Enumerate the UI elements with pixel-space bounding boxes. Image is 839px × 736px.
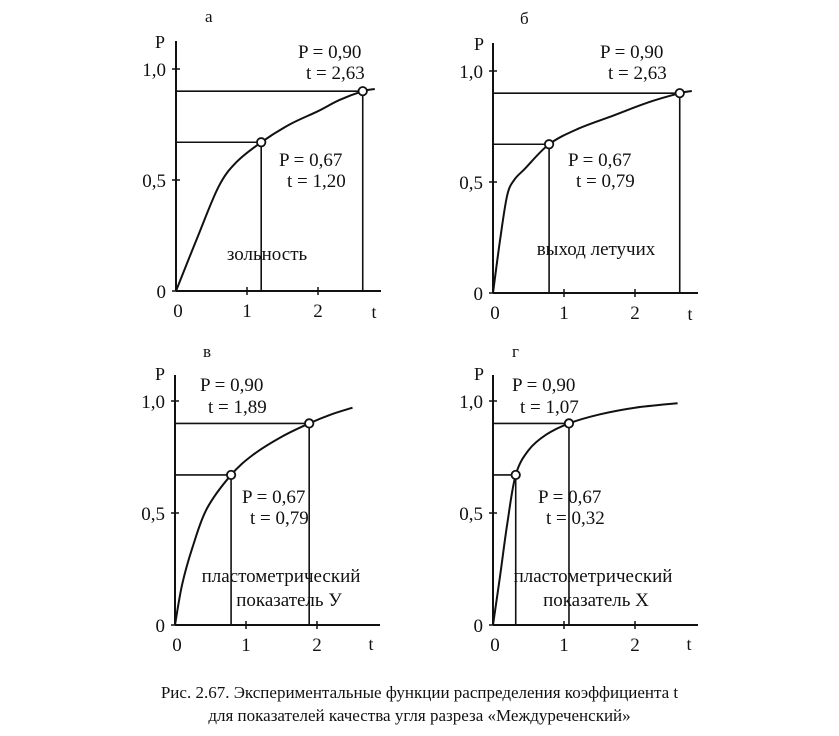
chart-panel-3: [141, 342, 380, 656]
x-tick-label: 0: [172, 635, 182, 656]
point-label-t: t = 1,07: [520, 397, 579, 418]
y-tick-label: 0,5: [141, 504, 165, 525]
x-tick-label: 1: [559, 635, 569, 656]
point-label-t: t = 0,79: [576, 171, 635, 192]
panel-label: в: [203, 342, 212, 361]
x-tick-label: 2: [630, 635, 640, 656]
y-tick-label: 0: [155, 616, 165, 637]
y-tick-label: 0: [156, 282, 166, 303]
point-label-t: t = 2,63: [306, 63, 365, 84]
x-tick-label: 2: [313, 301, 323, 322]
x-axis-label: t: [687, 304, 693, 324]
x-axis-label: t: [368, 634, 374, 654]
panel-label: б: [520, 9, 529, 28]
y-tick-label: 1,0: [459, 62, 483, 83]
point-label-t: t = 0,79: [250, 508, 309, 529]
point-label-P: P = 0,90: [512, 375, 576, 396]
point-label-P: P = 0,90: [600, 42, 664, 63]
y-tick-label: 0,5: [142, 171, 166, 192]
x-tick-label: 1: [242, 301, 252, 322]
y-tick-label: 1,0: [141, 392, 165, 413]
x-tick-label: 1: [241, 635, 251, 656]
x-tick-label: 0: [173, 301, 183, 322]
x-tick-label: 0: [490, 635, 500, 656]
x-tick-label: 2: [630, 303, 640, 324]
point-label-P: P = 0,67: [538, 487, 602, 508]
y-axis-label: P: [155, 364, 166, 384]
data-point-marker: [545, 140, 553, 148]
panel-label: г: [512, 342, 519, 361]
data-point-marker: [676, 89, 684, 97]
data-point-marker: [359, 87, 367, 95]
y-tick-label: 0: [473, 616, 483, 637]
point-label-t: t = 2,63: [608, 63, 667, 84]
point-label-t: t = 0,32: [546, 508, 605, 529]
y-tick-label: 0,5: [459, 173, 483, 194]
curve-annotation: зольность: [226, 244, 308, 265]
curve-annotation: показатель Х: [543, 590, 649, 611]
point-label-t: t = 1,89: [208, 397, 267, 418]
curve-annotation: пластометрический: [513, 566, 673, 587]
point-label-t: t = 1,20: [287, 171, 346, 192]
y-axis-label: P: [474, 364, 485, 384]
curve-annotation: показатель У: [236, 590, 342, 611]
y-tick-label: 1,0: [459, 392, 483, 413]
y-tick-label: 0,5: [459, 504, 483, 525]
chart-panel-4: [459, 342, 698, 656]
curve-annotation: выход летучих: [536, 239, 656, 260]
point-label-P: P = 0,67: [279, 150, 343, 171]
chart-panel-1: [142, 7, 381, 322]
y-axis-label: P: [474, 34, 485, 54]
y-tick-label: 0: [473, 284, 483, 305]
point-label-P: P = 0,67: [568, 150, 632, 171]
point-label-P: P = 0,67: [242, 487, 306, 508]
x-axis-label: t: [371, 302, 377, 322]
x-tick-label: 2: [312, 635, 322, 656]
data-point-marker: [257, 138, 265, 146]
y-axis-label: P: [155, 32, 166, 52]
x-tick-label: 0: [490, 303, 500, 324]
point-label-P: P = 0,90: [200, 375, 264, 396]
x-tick-label: 1: [559, 303, 569, 324]
chart-panel-2: [459, 9, 698, 324]
figure-caption-line-2: для показателей качества угля разреза «Междуреченский»: [208, 706, 631, 725]
y-tick-label: 1,0: [142, 60, 166, 81]
data-point-marker: [227, 471, 235, 479]
data-point-marker: [512, 471, 520, 479]
x-axis-label: t: [686, 634, 692, 654]
data-point-marker: [565, 419, 573, 427]
figure-caption-line-1: Рис. 2.67. Экспериментальные функции распределения коэффициента t: [160, 683, 679, 702]
curve-annotation: пластометрический: [201, 566, 361, 587]
point-label-P: P = 0,90: [298, 42, 362, 63]
data-point-marker: [305, 419, 313, 427]
panel-label: а: [205, 7, 213, 26]
